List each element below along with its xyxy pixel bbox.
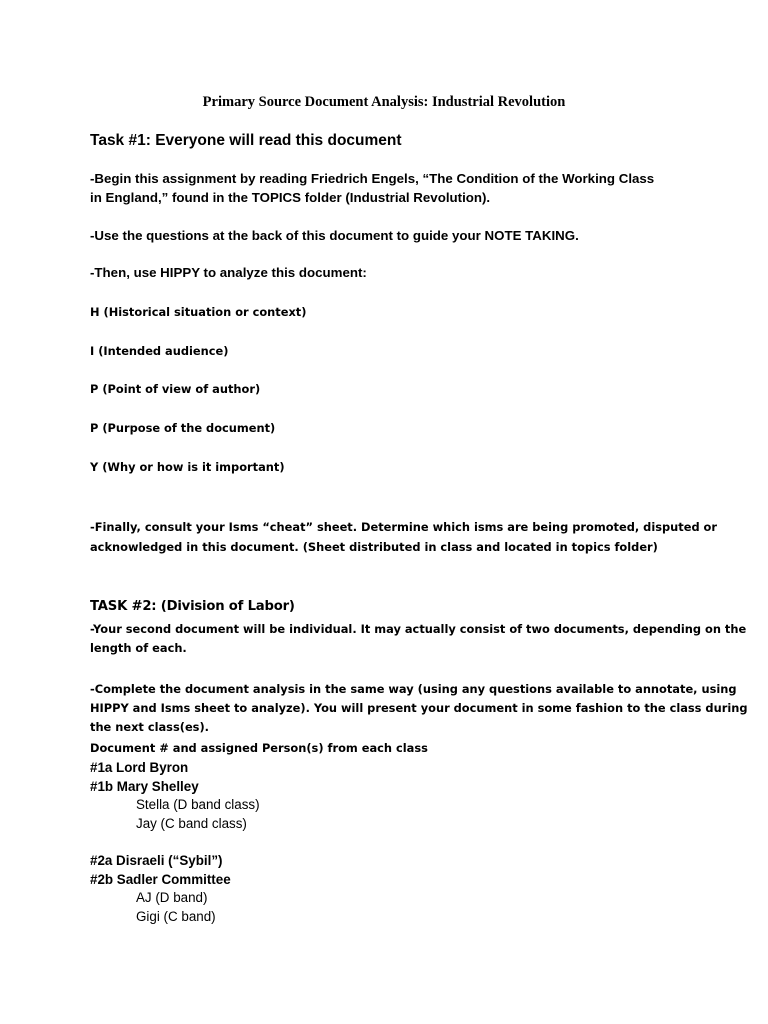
hippy-item-h: H (Historical situation or context) <box>90 305 307 319</box>
task2-para2-line3: the next class(es). <box>90 720 209 734</box>
task1-intro-line2: in England,” found in the TOPICS folder (Industrial Revolution). <box>90 190 491 205</box>
hippy-item-i: I (Intended audience) <box>90 344 229 358</box>
assigned-person: AJ (D band) <box>136 890 208 905</box>
assigned-person: Jay (C band class) <box>136 816 247 831</box>
task2-para1-line1: -Your second document will be individual. It may actually consist of two documents, depending on the <box>90 622 747 636</box>
assignment-heading: Document # and assigned Person(s) from each class <box>90 741 428 755</box>
task1-hippy-intro: -Then, use HIPPY to analyze this document: <box>90 265 367 280</box>
document-1a: #1a Lord Byron <box>90 760 189 775</box>
task1-isms-line1: -Finally, consult your Isms “cheat” sheet. Determine which isms are being promoted, disputed or <box>90 520 718 534</box>
task2-para2-line2: HIPPY and Isms sheet to analyze). You will present your document in some fashion to the class during <box>90 701 748 715</box>
document-1b: #1b Mary Shelley <box>90 779 199 794</box>
task2-para2-line1: -Complete the document analysis in the same way (using any questions available to annotate, using <box>90 682 737 696</box>
document-2a: #2a Disraeli (“Sybil”) <box>90 853 223 868</box>
assigned-person: Stella (D band class) <box>136 797 260 812</box>
hippy-item-p-point: P (Point of view of author) <box>90 382 261 396</box>
task1-heading: Task #1: Everyone will read this document <box>90 132 402 149</box>
document-title: Primary Source Document Analysis: Industrial Revolution <box>202 94 566 110</box>
assigned-person: Gigi (C band) <box>136 909 216 924</box>
hippy-item-p-purpose: P (Purpose of the document) <box>90 421 276 435</box>
task1-isms-line2: acknowledged in this document. (Sheet distributed in class and located in topics folder) <box>90 540 658 554</box>
document-2b: #2b Sadler Committee <box>90 872 231 887</box>
task2-para1-line2: length of each. <box>90 641 187 655</box>
hippy-item-y: Y (Why or how is it important) <box>90 460 285 474</box>
task1-intro-line1: -Begin this assignment by reading Friedrich Engels, “The Condition of the Working Class <box>90 171 655 186</box>
task2-heading: TASK #2: (Division of Labor) <box>90 599 295 614</box>
task1-questions-line: -Use the questions at the back of this document to guide your NOTE TAKING. <box>90 228 579 243</box>
